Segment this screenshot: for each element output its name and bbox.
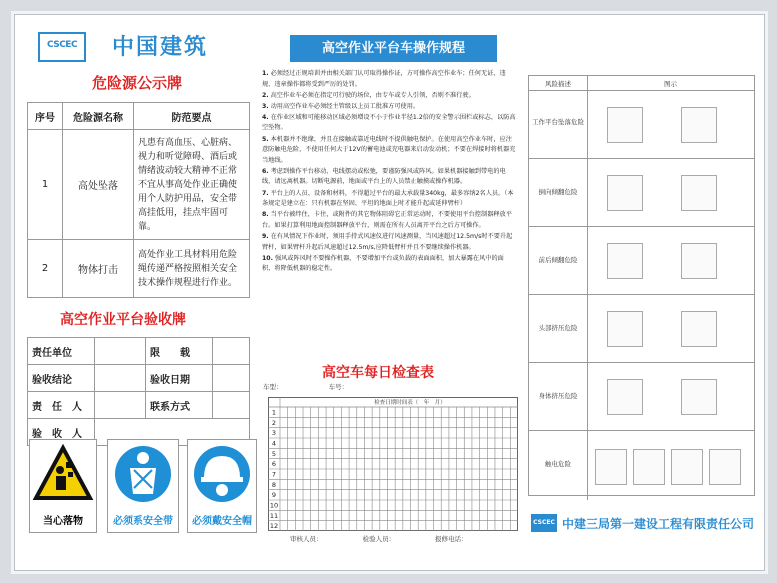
column-divider	[587, 363, 588, 430]
head-crush-icon	[681, 311, 717, 347]
risk-row	[529, 91, 754, 159]
risk-label: 身体挤压危险	[538, 392, 578, 400]
sign-safety-helmet	[187, 439, 257, 533]
body-crush-icon	[681, 379, 717, 415]
acc-label: 限 载	[146, 338, 213, 365]
fall-hazard-icon	[681, 107, 717, 143]
sign-caption: 必须系安全带	[113, 516, 173, 527]
risk-label: 触电危险	[545, 460, 571, 468]
daily-check-grid	[268, 397, 518, 531]
rule-text: 高空作业车必须在指定可行驶的场位，由专车或专人引领，否则不准行驶。	[270, 91, 475, 99]
grid-row-number: 5	[271, 449, 277, 458]
hazard-header-row	[28, 103, 250, 130]
risk-row	[529, 295, 754, 363]
rule-item	[262, 210, 516, 231]
tip-over-icon	[681, 175, 717, 211]
rule-number: 10.	[262, 254, 273, 262]
hazard-measure: 凡患有高血压、心脏病、视力和听觉障碍、酒后或情绪波动较大精神不正常不宜从事高处作业正确使用个人防护用品，安全带高挂低用，挂点牢固可靠。	[134, 130, 250, 240]
table-row	[28, 365, 250, 392]
hazard-table	[27, 102, 250, 298]
rule-item	[262, 135, 516, 167]
rule-text: 在作业区域和可能移动区域必须增设不小于作业半径1.2倍的安全警示围栏或标志，以防高空坠物。	[262, 113, 516, 132]
table-row	[28, 338, 250, 365]
hazard-name: 物体打击	[63, 240, 134, 298]
hazard-measure: 高处作业工具材料用危险绳传递严格按照相关安全技术操作规程进行作业。	[134, 240, 250, 298]
rule-number: 7.	[262, 189, 269, 197]
risk-table	[528, 75, 755, 496]
tip-over-icon	[607, 243, 643, 279]
sign-caption: 当心落物	[43, 516, 83, 527]
acc-label: 责 任 人	[28, 392, 95, 419]
car-type-label: 车型：	[263, 383, 283, 391]
tip-over-icon	[681, 243, 717, 279]
acceptance-title: 高空作业平台验收牌	[60, 312, 186, 328]
acc-label: 验 收 人	[28, 419, 95, 446]
rule-item	[262, 254, 516, 275]
repair-phone-label: 报修电话：	[435, 535, 468, 543]
rule-item	[262, 69, 516, 90]
rule-number: 3.	[262, 102, 269, 110]
acc-label: 责任单位	[28, 338, 95, 365]
grid-row-number: 4	[271, 439, 277, 448]
rules-title: 高空作业平台车操作规程	[290, 35, 497, 62]
acc-label: 联系方式	[146, 392, 213, 419]
grid-row-number: 6	[271, 460, 277, 469]
rule-item	[262, 102, 516, 113]
rule-text: 在有风情况下作业时，须用手持式风速仪进行风速测量，当风速超过12.5m/s时不要升起臂杆，如果臂杆升起后风速超过12.5m/s,应降低臂杆并且不要继续操作机器。	[262, 232, 513, 251]
risk-header-row	[529, 76, 754, 91]
grid-row-number: 12	[269, 522, 279, 531]
acc-label: 验收日期	[146, 365, 213, 392]
hazard-no: 1	[28, 130, 63, 240]
head-crush-icon	[607, 311, 643, 347]
acc-value	[213, 392, 250, 419]
column-divider	[587, 227, 588, 294]
fall-hazard-icon	[607, 107, 643, 143]
rule-item	[262, 91, 516, 102]
column-divider	[587, 295, 588, 362]
table-row	[28, 130, 250, 240]
sign-safety-harness	[107, 439, 179, 533]
logo-mark-text: CSCEC	[46, 40, 78, 50]
grid-row-number: 1	[271, 408, 277, 417]
acc-value	[95, 365, 146, 392]
pic-col-header: 图示	[664, 80, 677, 88]
electrocution-icon	[671, 449, 703, 485]
grid-row-number: 10	[269, 501, 279, 510]
company-logo-text: 中国建筑	[112, 35, 209, 60]
sign-falling-object	[29, 439, 97, 533]
column-divider	[587, 159, 588, 226]
risk-row	[529, 227, 754, 295]
tip-over-icon	[607, 175, 643, 211]
safety-helmet-icon	[188, 440, 256, 510]
acc-value	[95, 392, 146, 419]
rule-number: 4.	[262, 113, 269, 121]
risk-label: 工作平台坠落危险	[532, 118, 584, 126]
grid-row-number: 8	[271, 480, 277, 489]
rule-text: 考虑到操作平台移动、电线摆动或松弛，要谨防强风或阵风。如果机器接触到带电的电线，请远离机器。切断电源前，地面或平台上的人员禁止触摸或操作机器。	[262, 167, 506, 186]
daily-check-meta	[263, 382, 520, 391]
grid-row-number: 9	[271, 491, 277, 500]
electrocution-icon	[595, 449, 627, 485]
grid-row-number: 7	[271, 470, 277, 479]
hazard-name: 高处坠落	[63, 130, 134, 240]
electrocution-icon	[633, 449, 665, 485]
daily-check-header: 检查日期时间表（ 年 月）	[374, 400, 446, 406]
acc-value	[213, 365, 250, 392]
rules-list	[262, 69, 516, 275]
risk-row	[529, 363, 754, 431]
rule-item	[262, 232, 516, 253]
rule-text: 动用高空作业车必须经主管级以上员工批准方可使用。	[270, 102, 420, 110]
car-no-label: 车号：	[328, 383, 349, 391]
rule-text: 当平台被绊住，卡住，或附件的其它物体阻碍它正常运动时，不要使用平台控制器释放平台。如果打算利用地面控制器释放平台，则需在所有人员离开平台之后方可操作。	[262, 211, 512, 229]
rule-number: 6.	[262, 167, 269, 175]
company-logo-mark	[38, 32, 86, 62]
rule-number: 8.	[262, 211, 269, 219]
reviewer-label: 审核人员：	[290, 535, 323, 543]
footer-logo-mark: CSCEC	[531, 514, 557, 532]
table-row	[28, 392, 250, 419]
rule-number: 1.	[262, 70, 269, 77]
inspector-label: 检验人员：	[362, 535, 396, 543]
risk-label: 头部挤压危险	[538, 324, 578, 332]
table-row	[28, 240, 250, 298]
grid-row-number: 2	[271, 418, 277, 427]
col-measure: 防范要点	[134, 103, 250, 130]
grid-row-number: 3	[271, 429, 277, 438]
risk-row	[529, 431, 754, 500]
rule-text: 本机器并不绝缘，并且在接触或靠近电线时不提供触电保护。在使用高空作业车时，应注意防触电危险，不使用任何大于12V的蓄电池或充电器来启动发动机；不要在焊接时将机器充当地线。	[262, 135, 516, 164]
rule-number: 2.	[262, 91, 269, 99]
daily-check-title: 高空车每日检查表	[322, 365, 434, 381]
sign-caption: 必须戴安全帽	[192, 516, 252, 527]
acc-value	[95, 338, 146, 365]
hazard-title: 危险源公示牌	[92, 74, 183, 92]
body-crush-icon	[607, 379, 643, 415]
rule-number: 9.	[262, 232, 269, 240]
rule-item	[262, 189, 516, 210]
risk-row	[529, 159, 754, 227]
column-divider	[587, 431, 588, 500]
rule-text: 必须经过正规培训并由相关部门认可取得操作证，方可操作高空作业车；任何无证、违规、违章操作都将受到严厉的处罚。	[262, 70, 506, 88]
acc-value	[213, 338, 250, 365]
rule-item	[262, 113, 516, 134]
hazard-no: 2	[28, 240, 63, 298]
col-name: 危险源名称	[63, 103, 134, 130]
falling-object-warning-icon	[30, 440, 96, 510]
safety-harness-icon	[108, 440, 178, 510]
column-divider	[587, 91, 588, 158]
electrocution-icon	[709, 449, 741, 485]
rule-number: 5.	[262, 135, 269, 143]
risk-label: 前后倾翻危险	[538, 256, 578, 264]
company-name: 中建三局第一建设工程有限责任公司	[562, 517, 755, 531]
risk-label: 倒向倾翻危险	[538, 188, 578, 196]
grid-row-number: 11	[269, 511, 279, 520]
acc-label: 验收结论	[28, 365, 95, 392]
acceptance-table	[27, 337, 250, 446]
risk-col-header: 风险描述	[545, 80, 571, 88]
col-no: 序号	[28, 103, 63, 130]
rule-text: 平台上的人员、设备和材料，不得超过平台的最大承载量340kg，最多容纳2名人员。（本条规定是建立在：只有机器在坚固、平坦的地面上时才能升起或延伸臂杆）	[262, 189, 514, 208]
rule-text: 强风或阵风时不要操作机器，不要增加平台或负载的表面面积，加大暴露在风中的面积，将降低机器的稳定性。	[262, 254, 504, 273]
daily-check-footer	[290, 534, 547, 543]
rule-item	[262, 167, 516, 188]
